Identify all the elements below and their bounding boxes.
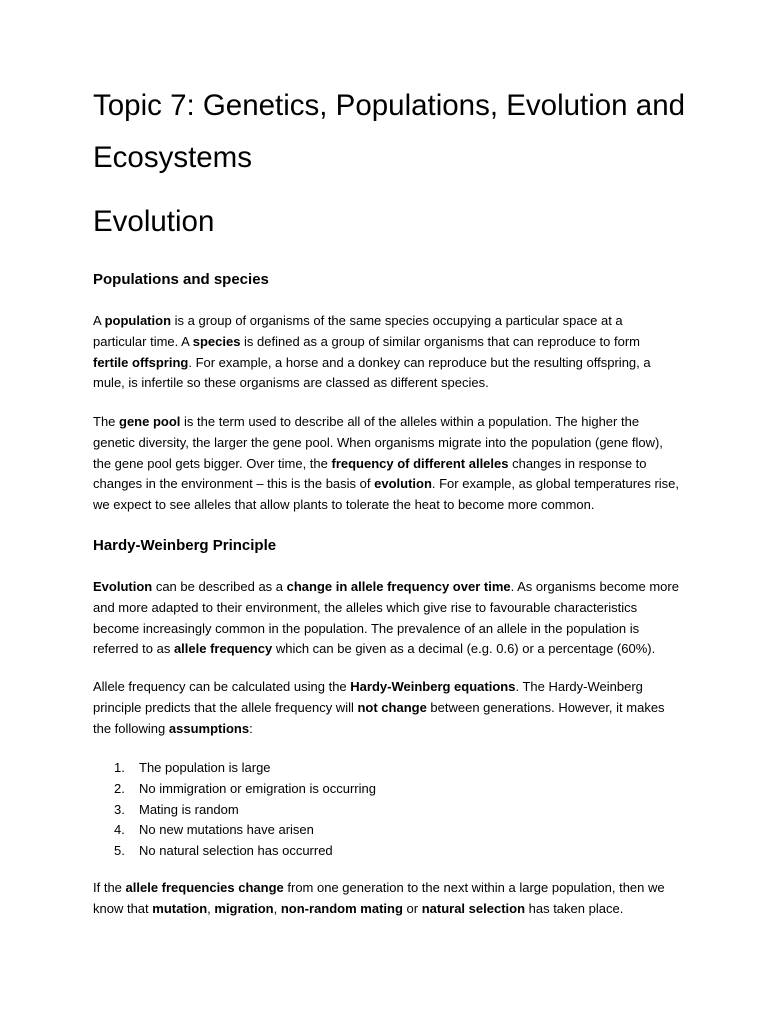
list-item xyxy=(93,800,376,821)
text-line: the following assumptions: xyxy=(93,720,253,736)
paragraph-gene-pool xyxy=(93,412,683,516)
list-item-text: The population is large xyxy=(139,760,271,775)
text-line: we expect to see alleles that allow plants to tolerate the heat to become more common. xyxy=(93,497,595,513)
subheading-populations-and-species: Populations and species xyxy=(93,271,269,288)
list-number: 5. xyxy=(114,843,125,859)
text-line: A population is a group of organisms of the same species occupying a particular space at a xyxy=(93,313,623,328)
text-line: know that mutation, migration, non-random mating or natural selection has taken place. xyxy=(93,900,624,916)
list-item xyxy=(93,820,376,841)
list-item xyxy=(93,779,376,800)
text-line: changes in the environment – this is the basis of evolution. For example, as global temperatures rise, xyxy=(93,476,679,492)
list-item-text: No immigration or emigration is occurring xyxy=(139,780,376,796)
list-number: 3. xyxy=(114,801,125,817)
list-number: 2. xyxy=(114,780,125,796)
list-item-text: No new mutations have arisen xyxy=(139,822,314,838)
paragraph-population-definition xyxy=(93,311,683,394)
text-line: principle predicts that the allele frequency will not change between generations. However, it makes xyxy=(93,699,665,715)
list-number: 1. xyxy=(114,760,125,775)
page-title: Topic 7: Genetics, Populations, Evolution and Ecosystems xyxy=(93,89,686,174)
paragraph-allele-frequency-change xyxy=(93,878,683,920)
text-line: referred to as allele frequency which can be given as a decimal (e.g. 0.6) or a percentage (60%). xyxy=(93,641,656,657)
text-line: mule, is infertile so these organisms are classed as different species. xyxy=(93,375,489,391)
text-line: the gene pool gets bigger. Over time, the frequency of different alleles changes in response to xyxy=(93,455,647,471)
list-number: 4. xyxy=(114,822,125,838)
text-line: If the allele frequencies change from one generation to the next within a large population, then we xyxy=(93,880,665,895)
text-line: Evolution can be described as a change in allele frequency over time. As organisms become more xyxy=(93,579,679,594)
section-heading: Evolution xyxy=(93,205,215,238)
text-line: and more adapted to their environment, the alleles which give rise to favourable characteristics xyxy=(93,599,638,615)
assumptions-list xyxy=(93,758,376,862)
list-item-text: Mating is random xyxy=(139,801,239,817)
text-line: The gene pool is the term used to describe all of the alleles within a population. The higher the xyxy=(93,414,640,429)
text-line: fertile offspring. For example, a horse and a donkey can reproduce but the resulting offspring, a xyxy=(93,354,651,370)
paragraph-evolution-definition xyxy=(93,577,683,660)
text-line: genetic diversity, the larger the gene pool. When organisms migrate into the population (gene flow), xyxy=(93,434,663,450)
list-item xyxy=(93,841,376,862)
text-line: become increasingly common in the population. The prevalence of an allele in the population is xyxy=(93,620,640,636)
text-line: particular time. A species is defined as a group of similar organisms that can reproduce to form xyxy=(93,333,641,349)
subheading-hardy-weinberg-principle: Hardy-Weinberg Principle xyxy=(93,537,277,554)
list-item xyxy=(93,758,376,779)
text-line: Allele frequency can be calculated using the Hardy-Weinberg equations. The Hardy-Weinberg xyxy=(93,679,643,694)
list-item-text: No natural selection has occurred xyxy=(139,843,333,859)
paragraph-hardy-weinberg-equations xyxy=(93,677,683,739)
